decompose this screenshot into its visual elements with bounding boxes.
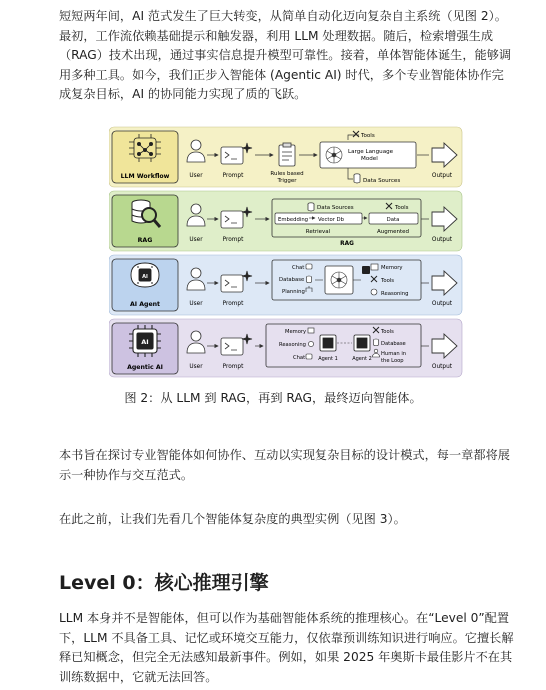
database-icon (354, 174, 360, 183)
intro-paragraph: 短短两年间，AI 范式发生了巨大转变，从简单自动化迈向复杂自主系统（见图 2）。最初，工作流依赖基础提示和触发器，利用 LLM 处理数据。随后，检索增强生成（RAG）技术出现，通过事实信息提升模型可靠性。接着，单体智能体诞生，能够调用多种工具。如今，我们正步入智能体 (Agentic AI) 时代，多个专业智能体协作完成复杂目标，AI 的协同能力实现了质的飞跃。 (59, 9, 512, 102)
retrieval-label: Retrieval (305, 229, 331, 235)
section-heading: Level 0：核心推理引擎 (59, 572, 269, 594)
database-icon (308, 203, 314, 211)
rag-group-label: RAG (340, 241, 354, 247)
row-label: AI Agent (129, 301, 161, 308)
prompt-label: Prompt (222, 364, 244, 370)
row-agentic-ai (109, 319, 462, 377)
reasoning-label: Reasoning (381, 291, 409, 297)
memory-icon (308, 328, 314, 333)
human-loop-label-1: Human in (381, 351, 407, 357)
row-llm-workflow (109, 127, 462, 187)
chat-icon (306, 354, 312, 359)
prompt-label: Prompt (222, 173, 244, 179)
trigger-label: Rules based (270, 171, 304, 177)
database-label: Database (279, 277, 305, 283)
human-loop-label-2: the Loop (381, 358, 404, 364)
agent2-label: Agent 2 (352, 356, 372, 362)
agent1-label: Agent 1 (318, 356, 338, 362)
database-icon (374, 339, 379, 346)
embedding-label: Embedding (278, 217, 309, 223)
tools-label: Tools (361, 133, 375, 139)
prompt-label: Prompt (222, 237, 244, 243)
row-label: RAG (137, 237, 153, 244)
user-label: User (189, 364, 203, 370)
tools-label: Tools (395, 205, 409, 211)
chat-icon (306, 264, 312, 269)
reasoning-icon (371, 289, 377, 295)
figure-caption: 图 2：从 LLM 到 RAG，再到 RAG，最终迈向智能体。 (124, 391, 422, 405)
agent1-chip-icon (320, 335, 336, 351)
chat-label: Chat (293, 355, 306, 361)
row-ai-agent (109, 255, 462, 315)
output-label: Output (431, 237, 453, 243)
database-icon (307, 276, 312, 283)
level0-paragraph: LLM 本身并不是智能体，但可以作为基础智能体系统的推理核心。在“Level 0”配置下，LLM 不具备工具、记忆或环境交互能力，仅依靠预训练知识进行响应。它擅长解释已知概念，但完全无法感知最新事件。例如，如果 2025 年奥斯卡最佳影片不在其训练数据中，它就无法回答。 (59, 611, 514, 684)
evolution-figure (109, 126, 463, 378)
row-label: LLM Workflow (120, 173, 170, 180)
memory-label: Memory (381, 265, 403, 271)
output-label: Output (431, 301, 453, 307)
output-label: Output (431, 173, 453, 179)
vector-db-label: Vector Db (318, 217, 345, 223)
tools-label: Tools (381, 278, 395, 284)
user-label: User (189, 237, 203, 243)
chat-label: Chat (292, 265, 305, 271)
data-label: Data (386, 217, 400, 223)
ai-badge-text: AI (141, 338, 149, 346)
prompt-label: Prompt (222, 301, 244, 307)
reasoning-label: Reasoning (279, 342, 306, 348)
output-label: Output (431, 364, 453, 370)
row-label: Agentic AI (127, 364, 163, 371)
reasoning-icon (308, 341, 313, 346)
memory-label: Memory (285, 329, 307, 335)
clipboard-icon (279, 143, 295, 166)
model-label-1: Large Language (348, 149, 394, 155)
planning-label: Planning (282, 289, 305, 295)
data-sources-label: Data Sources (363, 178, 401, 184)
data-sources-label: Data Sources (317, 205, 354, 211)
agent2-chip-icon (354, 335, 370, 351)
database-label: Database (381, 341, 406, 347)
transition-paragraph: 在此之前，让我们先看几个智能体复杂度的典型实例（见图 3）。 (59, 512, 406, 526)
user-label: User (189, 173, 203, 179)
tools-label: Tools (381, 329, 394, 335)
augmented-label: Augmented (377, 229, 409, 235)
ai-badge-text: AI (142, 274, 148, 280)
trigger-label-2: Trigger (277, 178, 297, 184)
user-label: User (189, 301, 203, 307)
memory-icon (371, 264, 378, 270)
row-rag (109, 191, 462, 251)
purpose-paragraph: 本书旨在探讨专业智能体如何协作、互动以实现复杂目标的设计模式，每一章都将展示一种协作与交互范式。 (59, 448, 510, 482)
model-label-2: Model (361, 156, 378, 162)
